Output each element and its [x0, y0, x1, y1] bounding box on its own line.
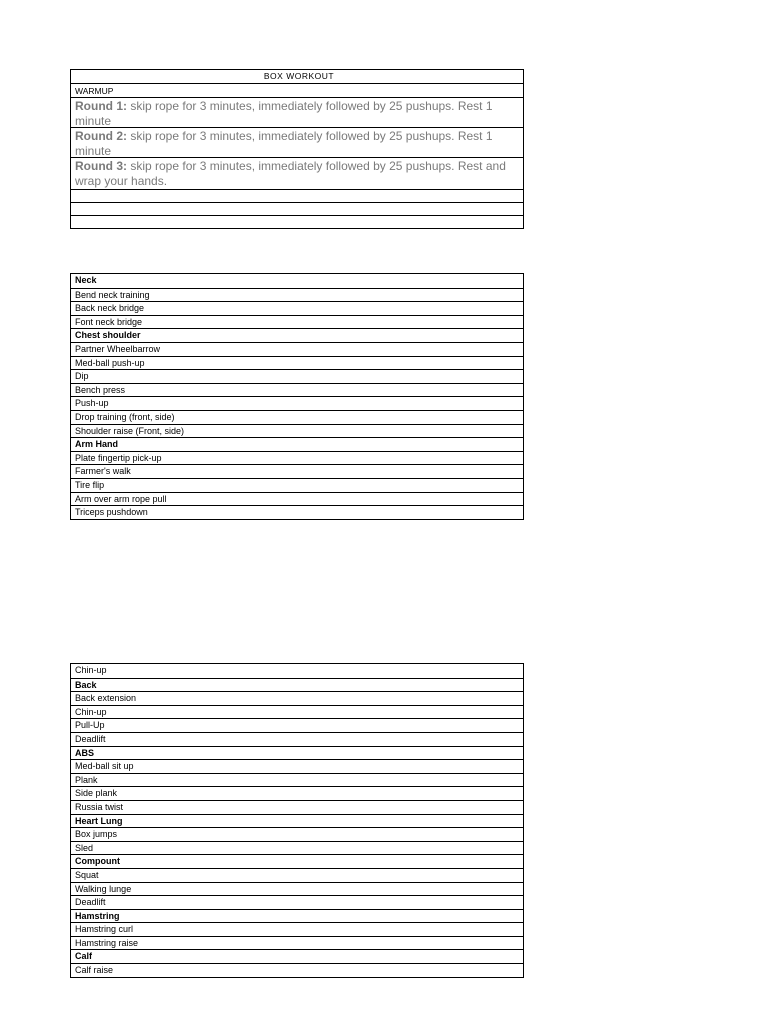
- exercise-item: Partner Wheelbarrow: [71, 342, 523, 356]
- round-1: [71, 97, 523, 127]
- exercise-item: Back neck bridge: [71, 301, 523, 315]
- exercise-item: Hamstring raise: [71, 936, 523, 950]
- exercise-item: Tire flip: [71, 478, 523, 492]
- exercise-item: Font neck bridge: [71, 315, 523, 329]
- blank-row: [71, 215, 523, 228]
- exercise-item: Side plank: [71, 786, 523, 800]
- category-heading: Back: [71, 678, 523, 692]
- exercise-item: Plank: [71, 773, 523, 787]
- round-2-label: Round 2:: [75, 129, 127, 143]
- exercise-item: Deadlift: [71, 732, 523, 746]
- round-3: [71, 157, 523, 189]
- category-heading: Arm Hand: [71, 437, 523, 451]
- category-heading: Chest shoulder: [71, 328, 523, 342]
- blank-row: [71, 202, 523, 215]
- exercise-item: Bend neck training: [71, 288, 523, 302]
- exercise-item: Russia twist: [71, 800, 523, 814]
- exercise-item: Bench press: [71, 383, 523, 397]
- divider: [489, 97, 523, 98]
- exercise-item: Deadlift: [71, 895, 523, 909]
- round-3-label: Round 3:: [75, 159, 127, 173]
- exercise-list-1: [70, 273, 524, 520]
- exercise-item: Walking lunge: [71, 882, 523, 896]
- round-2-text: skip rope for 3 minutes, immediately followed by 25 pushups. Rest 1 minute: [75, 129, 493, 157]
- category-heading: ABS: [71, 746, 523, 760]
- exercise-item: Med-ball push-up: [71, 356, 523, 370]
- box-workout-table: [70, 69, 524, 229]
- category-heading: Compount: [71, 854, 523, 868]
- warmup-label: WARMUP: [71, 83, 523, 97]
- blank-row: [71, 189, 523, 202]
- exercise-item: Shoulder raise (Front, side): [71, 424, 523, 438]
- exercise-item: Dip: [71, 369, 523, 383]
- exercise-item: Squat: [71, 868, 523, 882]
- exercise-item: Drop training (front, side): [71, 410, 523, 424]
- round-2: [71, 127, 523, 157]
- round-3-text: skip rope for 3 minutes, immediately followed by 25 pushups. Rest and wrap your hands.: [75, 159, 506, 188]
- exercise-item: Pull-Up: [71, 718, 523, 732]
- exercise-item: Chin-up: [75, 665, 107, 675]
- exercise-item: Calf raise: [71, 963, 523, 977]
- exercise-item: Triceps pushdown: [71, 505, 523, 519]
- exercise-item: Hamstring curl: [71, 922, 523, 936]
- exercise-item: Box jumps: [71, 827, 523, 841]
- category-heading: Hamstring: [71, 909, 523, 923]
- exercise-item: Arm over arm rope pull: [71, 492, 523, 506]
- category-heading: Calf: [71, 949, 523, 963]
- category-heading: Neck: [75, 275, 97, 285]
- round-1-label: Round 1:: [75, 99, 127, 113]
- exercise-item: Chin-up: [71, 705, 523, 719]
- exercise-item: Push-up: [71, 396, 523, 410]
- exercise-item: Sled: [71, 841, 523, 855]
- exercise-item: Farmer's walk: [71, 464, 523, 478]
- exercise-item: Back extension: [71, 691, 523, 705]
- category-heading: Heart Lung: [71, 814, 523, 828]
- round-1-text: skip rope for 3 minutes, immediately followed by 25 pushups. Rest 1 minute: [75, 99, 493, 127]
- exercise-list-2: [70, 663, 524, 978]
- exercise-item: Med-ball sit up: [71, 759, 523, 773]
- box-workout-title: BOX WORKOUT: [263, 71, 335, 81]
- exercise-item: Plate fingertip pick-up: [71, 451, 523, 465]
